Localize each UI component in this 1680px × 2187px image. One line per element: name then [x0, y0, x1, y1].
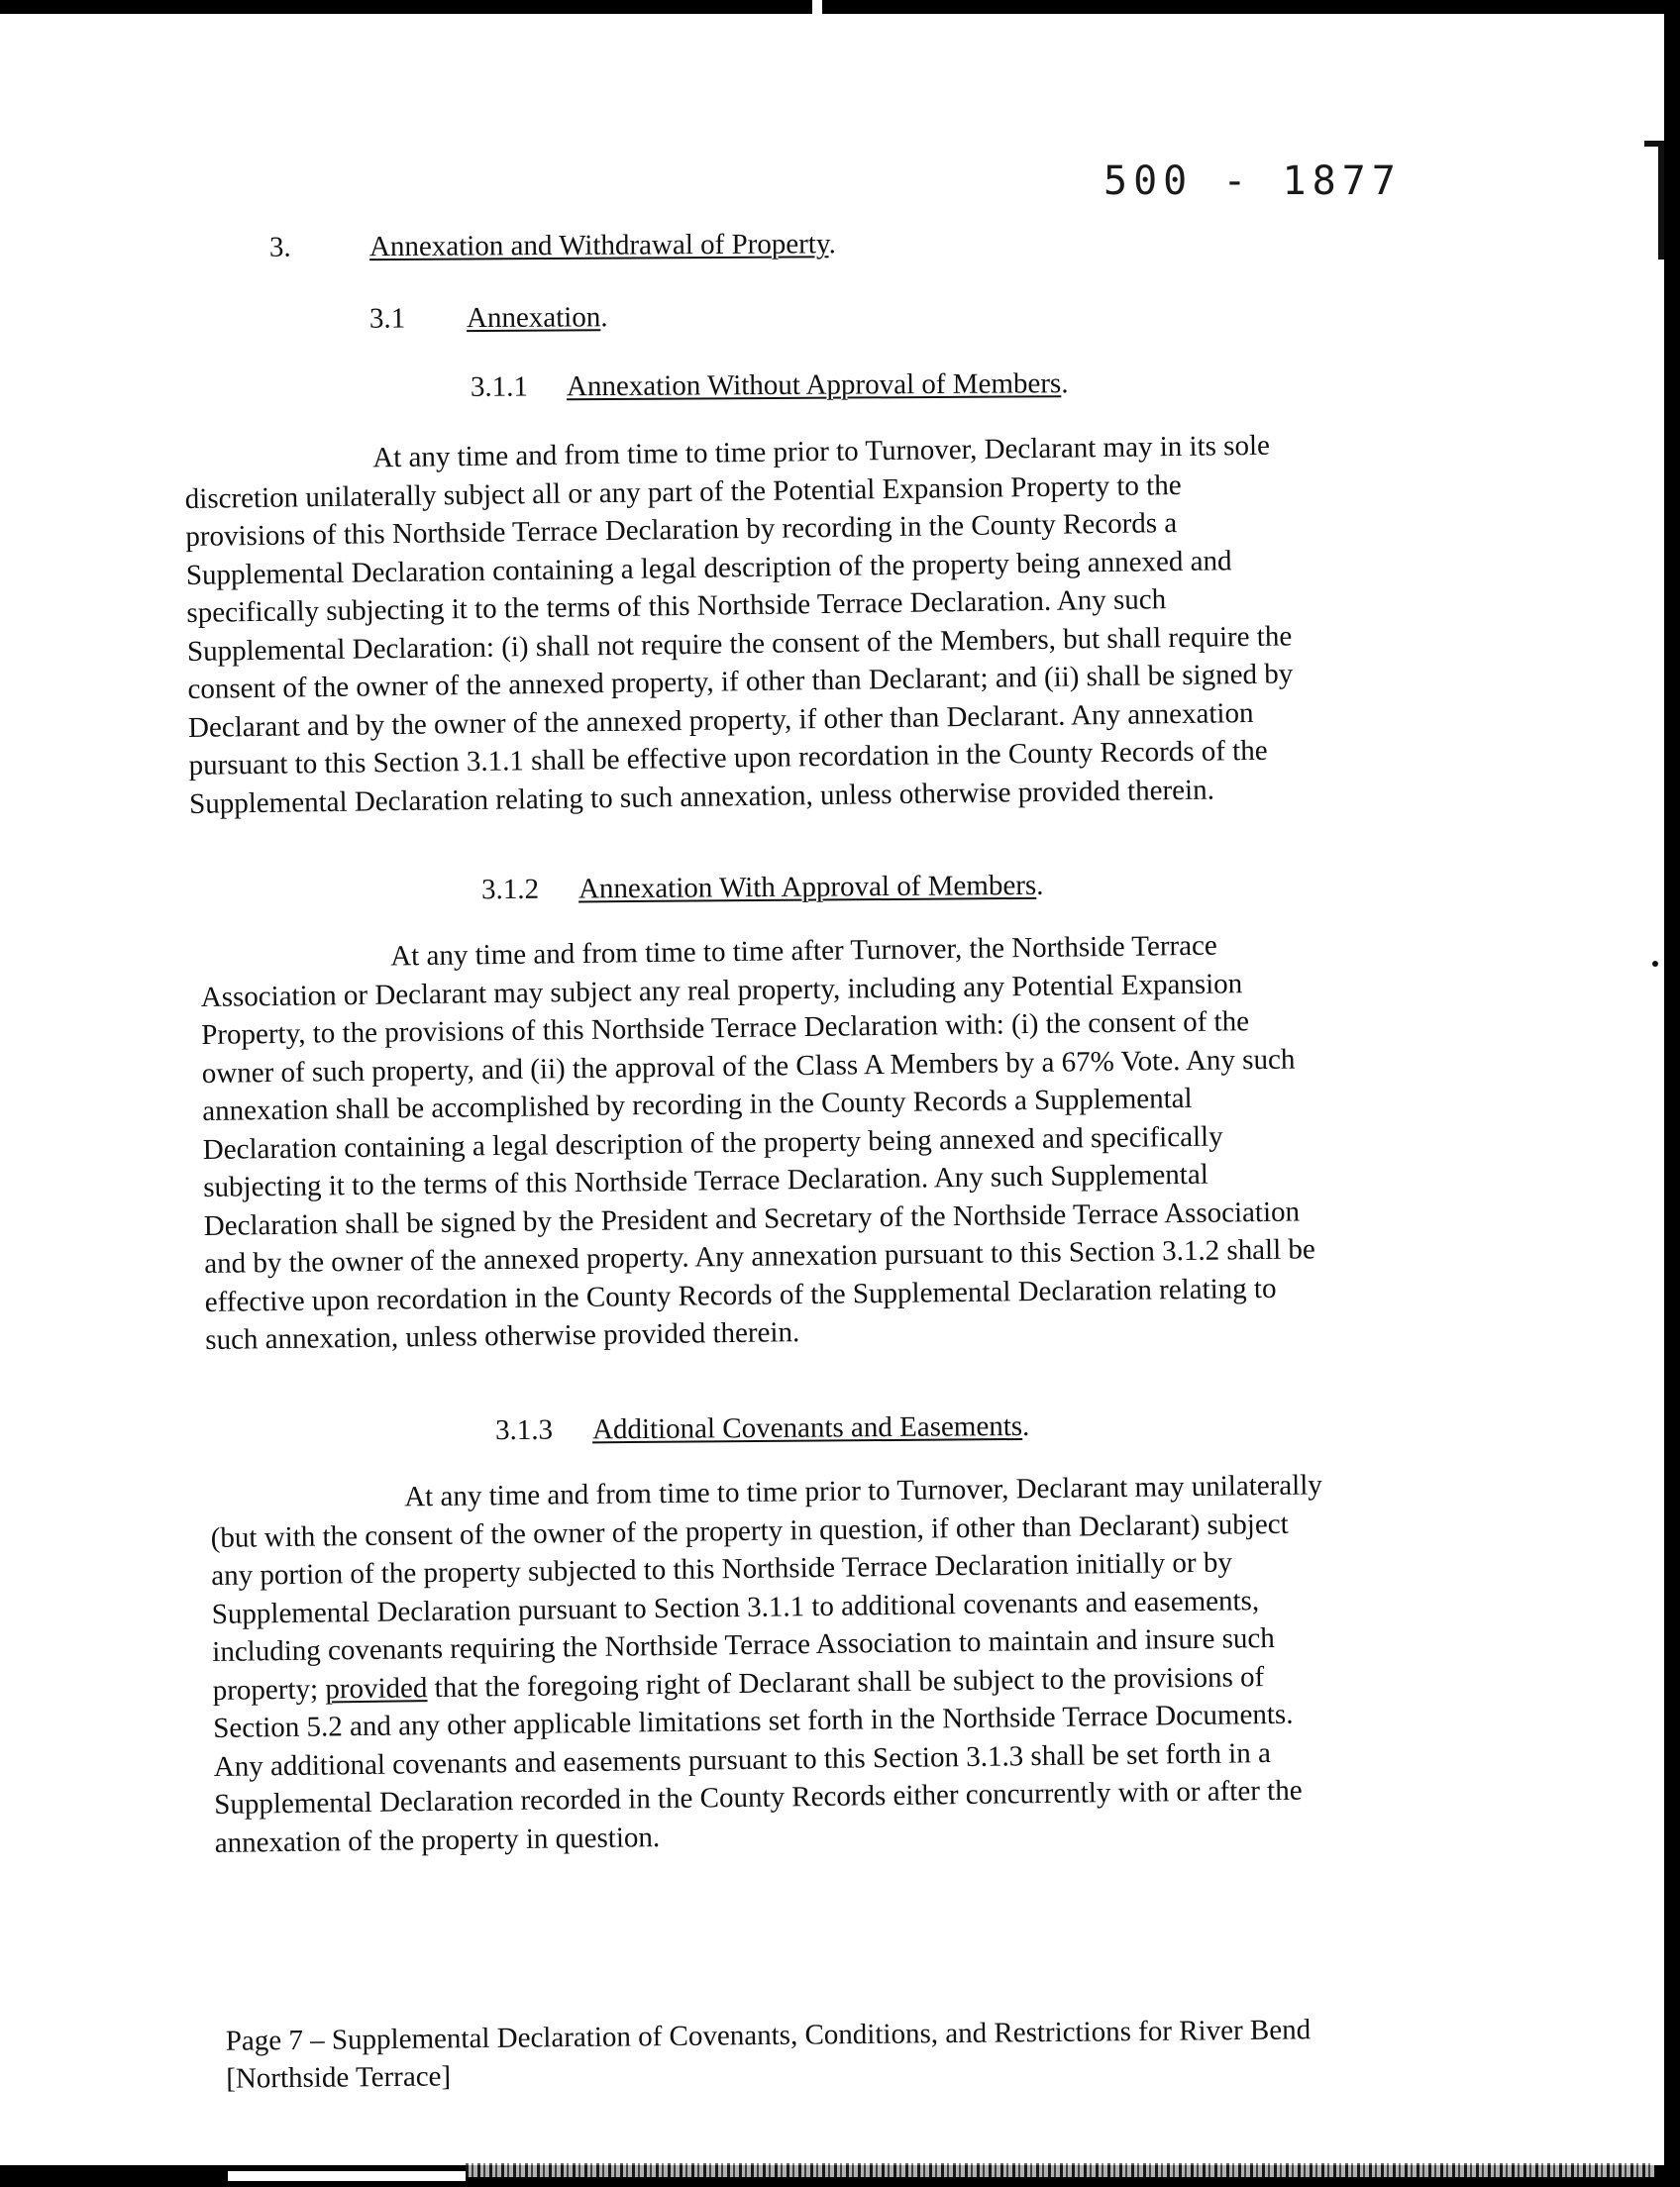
- paragraph-line: (but with the consent of the owner of the property in question, if other than Declarant) subject: [210, 1508, 1289, 1554]
- footer-line-2: [Northside Terrace]: [226, 2060, 452, 2095]
- paragraph-line: At any time and from time to time after Turnover, the Northside Terrace: [390, 929, 1218, 973]
- section-title: Annexation Without Approval of Members: [566, 367, 1062, 403]
- paragraph-line: specifically subjecting it to the terms of this Northside Terrace Declaration. Any such: [186, 583, 1167, 629]
- footer-line-1: Page 7 – Supplemental Declaration of Covenants, Conditions, and Restrictions for River Bend: [225, 2014, 1312, 2057]
- line-text: that the foregoing right of Declarant shall be subject to the provisions of: [427, 1660, 1265, 1704]
- paragraph-line: Declaration shall be signed by the President and Secretary of the Northside Terrace Association: [203, 1195, 1301, 1242]
- line-text: property;: [212, 1672, 326, 1707]
- page-footer: [226, 2011, 1312, 2097]
- paragraph-line: owner of such property, and (ii) the approval of the Class A Members by a 67% Vote. Any such: [201, 1043, 1296, 1090]
- paragraph-line: effective upon recordation in the County Records of the Supplemental Declaration relating to: [204, 1272, 1277, 1318]
- paragraph-line: Any additional covenants and easements pursuant to this Section 3.1.3 shall be set forth in a: [213, 1736, 1272, 1783]
- section-3-1-1-paragraph: [184, 426, 1295, 823]
- scan-edge-right: [1664, 0, 1680, 2187]
- paragraph-line: provisions of this Northside Terrace Declaration by recording in the County Records a: [185, 507, 1178, 553]
- paragraph-line: annexation of the property in question.: [214, 1821, 661, 1859]
- section-3-1-2-paragraph: [200, 925, 1316, 1359]
- section-3-1-1-heading: [471, 367, 1069, 404]
- section-title: Annexation: [466, 301, 601, 335]
- paragraph-line: Supplemental Declaration relating to such annexation, unless otherwise provided therein.: [188, 774, 1215, 820]
- paragraph-line: such annexation, unless otherwise provided therein.: [205, 1316, 800, 1356]
- paragraph-line: Declarant and by the owner of the annexed property, if other than Declarant. Any annexation: [187, 696, 1254, 744]
- section-3-1-heading: [369, 301, 608, 335]
- section-3-1-3-heading: [495, 1410, 1030, 1447]
- section-number: 3.1: [368, 302, 406, 335]
- paragraph-line: including covenants requiring the Northside Terrace Association to maintain and insure such: [212, 1621, 1275, 1668]
- scan-edge-gap: [812, 0, 822, 14]
- scan-speck: [1652, 961, 1658, 967]
- paragraph-line: Supplemental Declaration: (i) shall not require the consent of the Members, but shall require the: [186, 619, 1293, 668]
- section-number: 3.1.2: [480, 873, 540, 906]
- paragraph-line: and by the owner of the annexed property. Any annexation pursuant to this Section 3.1.2 shall be: [204, 1233, 1316, 1280]
- paragraph-line: discretion unilaterally subject all or any part of the Potential Expansion Property to the: [184, 469, 1182, 515]
- recording-stamp: 500 - 1877: [1103, 158, 1402, 204]
- section-title-punct: .: [1021, 1409, 1030, 1442]
- scan-edge-notch: [1658, 141, 1664, 260]
- paragraph-line: Association or Declarant may subject any real property, including any Potential Expansion: [200, 967, 1243, 1013]
- section-title-punct: .: [1036, 869, 1044, 901]
- section-3-1-3-paragraph: [210, 1466, 1327, 1862]
- section-title-punct: .: [600, 301, 608, 334]
- paragraph-line: Supplemental Declaration recorded in the County Records either concurrently with or after the: [214, 1774, 1303, 1821]
- section-3-1-2-heading: [481, 870, 1044, 906]
- section-number: 3.1.3: [494, 1413, 554, 1447]
- provided-emphasis: provided: [325, 1671, 428, 1705]
- paragraph-line: Section 5.2 and any other applicable limitations set forth in the Northside Terrace Documents.: [213, 1698, 1294, 1744]
- paragraph-line: subjecting it to the terms of this Northside Terrace Declaration. Any such Supplemental: [203, 1158, 1209, 1203]
- paragraph-line: pursuant to this Section 3.1.1 shall be effective upon recordation in the County Records of the: [188, 734, 1268, 781]
- section-title: Annexation With Approval of Members: [578, 869, 1037, 905]
- paragraph-line: At any time and from time to time prior to Turnover, Declarant may unilaterally: [404, 1469, 1322, 1513]
- section-title: Annexation and Withdrawal of Property: [368, 228, 829, 263]
- paragraph-line: At any time and from time to time prior to Turnover, Declarant may in its sole: [372, 429, 1271, 474]
- scan-edge-gap: [228, 2171, 466, 2181]
- paragraph-line: any portion of the property subjected to this Northside Terrace Declaration initially or by: [211, 1546, 1233, 1592]
- paragraph-line: Property, to the provisions of this Northside Terrace Declaration with: (i) the consent of the: [201, 1005, 1250, 1051]
- scan-edge-noise: [466, 2163, 1654, 2177]
- paragraph-line: Supplemental Declaration pursuant to Section 3.1.1 to additional covenants and easements,: [211, 1584, 1260, 1630]
- section-title-punct: .: [828, 228, 836, 260]
- paragraph-line: consent of the owner of the annexed property, if other than Declarant; and (ii) shall be signed by: [187, 658, 1294, 705]
- section-title: Additional Covenants and Easements: [591, 1409, 1023, 1446]
- paragraph-line: annexation shall be accomplished by recording in the County Records a Supplemental: [202, 1082, 1193, 1127]
- section-number: 3.: [268, 231, 291, 263]
- section-number: 3.1.1: [470, 370, 529, 403]
- paragraph-line: Declaration containing a legal description of the property being annexed and specifically: [202, 1120, 1223, 1166]
- paragraph-line: Supplemental Declaration containing a legal description of the property being annexed and: [185, 544, 1232, 591]
- section-title-punct: .: [1061, 367, 1069, 400]
- scan-edge-top: [0, 0, 1680, 14]
- section-3-heading: [269, 228, 836, 263]
